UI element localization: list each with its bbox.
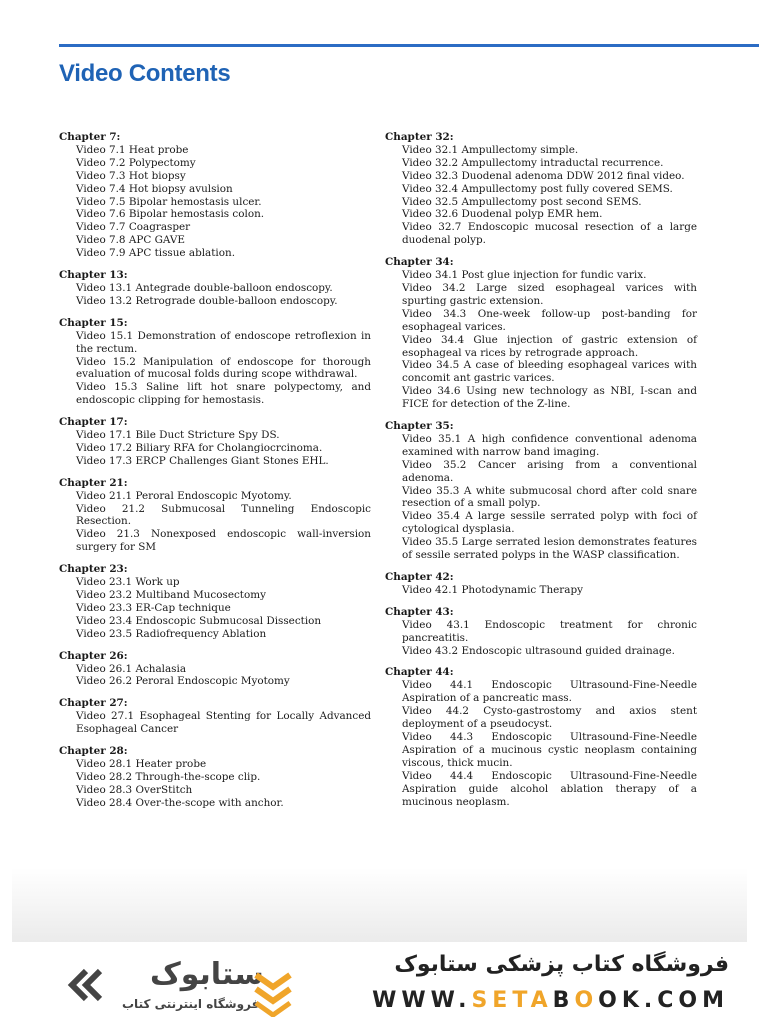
video-entry[interactable]: Video 28.4 Over-the-scope with anchor. — [76, 796, 284, 809]
video-entry[interactable]: Video 7.9 APC tissue ablation. — [76, 247, 235, 260]
video-entry[interactable]: Video 32.2 Ampullectomy intraductal recurrence. — [402, 156, 664, 169]
video-entry[interactable]: Video 43.1 Endoscopic treatment for chronic pancreatitis. — [402, 618, 697, 644]
chapter-heading: Chapter 43: — [385, 605, 454, 618]
url-accent-2: O — [574, 988, 599, 1013]
chapter-block — [59, 650, 371, 689]
chapter-heading: Chapter 26: — [59, 649, 128, 662]
video-entry[interactable]: Video 27.1 Esophageal Stenting for Locally Advanced Esophageal Cancer — [76, 710, 371, 736]
chapter-block — [59, 269, 371, 308]
video-entry[interactable]: Video 21.1 Peroral Endoscopic Myotomy. — [76, 489, 292, 502]
video-entry[interactable]: Video 35.2 Cancer arising from a conventional adenoma. — [402, 458, 697, 484]
chapter-block — [59, 416, 371, 468]
chapter-block — [59, 477, 371, 554]
chapter-block — [59, 317, 371, 407]
chapter-block — [385, 606, 697, 658]
video-entry[interactable]: Video 7.7 Coagrasper — [76, 221, 191, 234]
video-entry[interactable]: Video 7.8 APC GAVE — [76, 234, 185, 247]
store-name: فروشگاه کتاب پزشکی ستابوک — [394, 952, 729, 977]
video-entry[interactable]: Video 32.7 Endoscopic mucosal resection of a large duodenal polyp. — [402, 221, 697, 247]
chapter-block — [385, 420, 697, 562]
chapter-heading: Chapter 23: — [59, 563, 128, 576]
chapter-heading: Chapter 21: — [59, 476, 128, 489]
url-accent: SETA — [471, 988, 553, 1013]
video-entry[interactable]: Video 23.3 ER-Cap technique — [76, 601, 231, 614]
video-entry[interactable]: Video 7.1 Heat probe — [76, 143, 189, 156]
video-entry[interactable]: Video 7.3 Hot biopsy — [76, 169, 186, 182]
video-entry[interactable]: Video 34.2 Large sized esophageal varices with spurting gastric extension. — [402, 281, 697, 307]
video-entry[interactable]: Video 35.3 A white submucosal chord after cold snare resection of a small polyp. — [402, 484, 697, 510]
video-entry[interactable]: Video 32.1 Ampullectomy simple. — [402, 143, 579, 156]
video-entry[interactable]: Video 35.4 A large sessile serrated polyp with foci of cytological dysplasia. — [402, 510, 697, 536]
chapter-heading: Chapter 13: — [59, 269, 128, 282]
video-entry[interactable]: Video 7.2 Polypectomy — [76, 156, 196, 169]
video-entry[interactable]: Video 21.3 Nonexposed endoscopic wall-inversion surgery for SM — [76, 528, 371, 554]
right-column — [385, 131, 697, 817]
top-rule — [59, 44, 759, 47]
chapter-heading: Chapter 35: — [385, 420, 454, 433]
video-entry[interactable]: Video 17.1 Bile Duct Stricture Spy DS. — [76, 429, 280, 442]
video-entry[interactable]: Video 23.1 Work up — [76, 576, 180, 589]
setabook-logo[interactable] — [60, 957, 290, 1013]
video-entry[interactable]: Video 32.3 Duodenal adenoma DDW 2012 final video. — [402, 169, 685, 182]
video-entry[interactable]: Video 35.5 Large serrated lesion demonstrates features of sessile serrated polyps in the WASP classification. — [402, 536, 697, 562]
video-entry[interactable]: Video 32.6 Duodenal polyp EMR hem. — [402, 208, 603, 221]
chapter-block — [59, 697, 371, 736]
video-entry[interactable]: Video 15.1 Demonstration of endoscope retroflexion in the rectum. — [76, 329, 371, 355]
video-entry[interactable]: Video 17.3 ERCP Challenges Giant Stones EHL. — [76, 454, 329, 467]
url-prefix: WWW. — [372, 988, 472, 1013]
video-entry[interactable]: Video 26.1 Achalasia — [76, 662, 187, 675]
page-title: Video Contents — [59, 60, 231, 87]
video-entry[interactable]: Video 42.1 Photodynamic Therapy — [402, 583, 583, 596]
chapter-heading: Chapter 42: — [385, 571, 454, 583]
video-entry[interactable]: Video 21.2 Submucosal Tunneling Endoscopic Resection. — [76, 502, 371, 528]
video-entry[interactable]: Video 34.1 Post glue injection for fundic varix. — [402, 269, 647, 282]
video-entry[interactable]: Video 34.3 One-week follow-up post-banding for esophageal varices. — [402, 307, 697, 333]
chapter-block — [385, 571, 697, 597]
video-entry[interactable]: Video 28.2 Through-the-scope clip. — [76, 770, 261, 783]
video-entry[interactable]: Video 7.4 Hot biopsy avulsion — [76, 182, 233, 195]
video-entry[interactable]: Video 15.2 Manipulation of endoscope for thorough evaluation of mucosal folds during scope withdrawal. — [76, 355, 371, 381]
book-chevron-icon — [250, 961, 296, 1017]
video-entry[interactable]: Video 34.6 Using new technology as NBI, I-scan and FICE for detection of the Z-line. — [402, 385, 697, 411]
chapter-block — [59, 745, 371, 810]
video-entry[interactable]: Video 32.5 Ampullectomy post second SEMS. — [402, 195, 642, 208]
chapter-block — [385, 256, 697, 411]
footer-banner — [0, 942, 759, 1023]
video-entry[interactable]: Video 13.2 Retrograde double-balloon endoscopy. — [76, 294, 338, 307]
logo-wordmark: ستابوک — [150, 957, 264, 992]
chapter-heading: Chapter 7: — [59, 131, 121, 143]
video-entry[interactable]: Video 28.3 OverStitch — [76, 783, 193, 796]
video-entry[interactable]: Video 34.4 Glue injection of gastric extension of esophageal va rices by retrograde approach. — [402, 333, 697, 359]
chapter-block — [59, 563, 371, 640]
video-entry[interactable]: Video 17.2 Biliary RFA for Cholangiocrcinoma. — [76, 441, 323, 454]
video-entry[interactable]: Video 13.1 Antegrade double-balloon endoscopy. — [76, 281, 333, 294]
chapter-block — [385, 666, 697, 808]
video-entry[interactable]: Video 32.4 Ampullectomy post fully covered SEMS. — [402, 182, 673, 195]
video-entry[interactable]: Video 44.1 Endoscopic Ultrasound-Fine-Needle Aspiration of a pancreatic mass. — [402, 679, 697, 705]
url-middle: B — [552, 988, 575, 1013]
video-entry[interactable]: Video 15.3 Saline lift hot snare polypectomy, and endoscopic clipping for hemostasis. — [76, 381, 371, 407]
chapter-heading: Chapter 28: — [59, 745, 128, 758]
chapter-heading: Chapter 32: — [385, 131, 454, 143]
video-entry[interactable]: Video 23.5 Radiofrequency Ablation — [76, 627, 267, 640]
url-suffix: OK.COM — [598, 988, 729, 1013]
video-entry[interactable]: Video 23.2 Multiband Mucosectomy — [76, 589, 266, 601]
chapter-block — [59, 131, 371, 260]
video-entry[interactable]: Video 7.6 Bipolar hemostasis colon. — [76, 208, 265, 221]
chapter-block — [385, 131, 697, 247]
chapter-heading: Chapter 17: — [59, 416, 128, 429]
video-entry[interactable]: Video 43.2 Endoscopic ultrasound guided drainage. — [402, 644, 675, 657]
video-entry[interactable]: Video 44.3 Endoscopic Ultrasound-Fine-Needle Aspiration of a mucinous cystic neoplasm containing viscous, thick mucin. — [402, 730, 697, 769]
video-entry[interactable]: Video 35.1 A high confidence conventional adenoma examined with narrow band imaging. — [402, 432, 697, 458]
chapter-heading: Chapter 34: — [385, 256, 454, 269]
video-entry[interactable]: Video 44.4 Endoscopic Ultrasound-Fine-Needle Aspiration guide alcohol ablation therapy of a mucinous neoplasm. — [402, 769, 697, 808]
video-entry[interactable]: Video 7.5 Bipolar hemostasis ulcer. — [76, 195, 262, 208]
video-entry[interactable]: Video 23.4 Endoscopic Submucosal Dissection — [76, 614, 322, 627]
chapter-heading: Chapter 27: — [59, 697, 128, 710]
chapter-heading: Chapter 44: — [385, 666, 454, 679]
video-entry[interactable]: Video 44.2 Cysto-gastrostomy and axios stent deployment of a pseudocyst. — [402, 705, 697, 731]
video-entry[interactable]: Video 26.2 Peroral Endoscopic Myotomy — [76, 675, 290, 688]
logo-subtitle: فروشگاه اینترنتی کتاب — [122, 997, 260, 1011]
left-column — [59, 131, 371, 819]
footer-fade — [12, 868, 747, 942]
store-url[interactable] — [372, 988, 729, 1013]
video-entry[interactable]: Video 34.5 A case of bleeding esophageal varices with concomit ant gastric varices. — [402, 359, 697, 385]
video-entry[interactable]: Video 28.1 Heater probe — [76, 757, 207, 770]
chapter-heading: Chapter 15: — [59, 316, 128, 329]
